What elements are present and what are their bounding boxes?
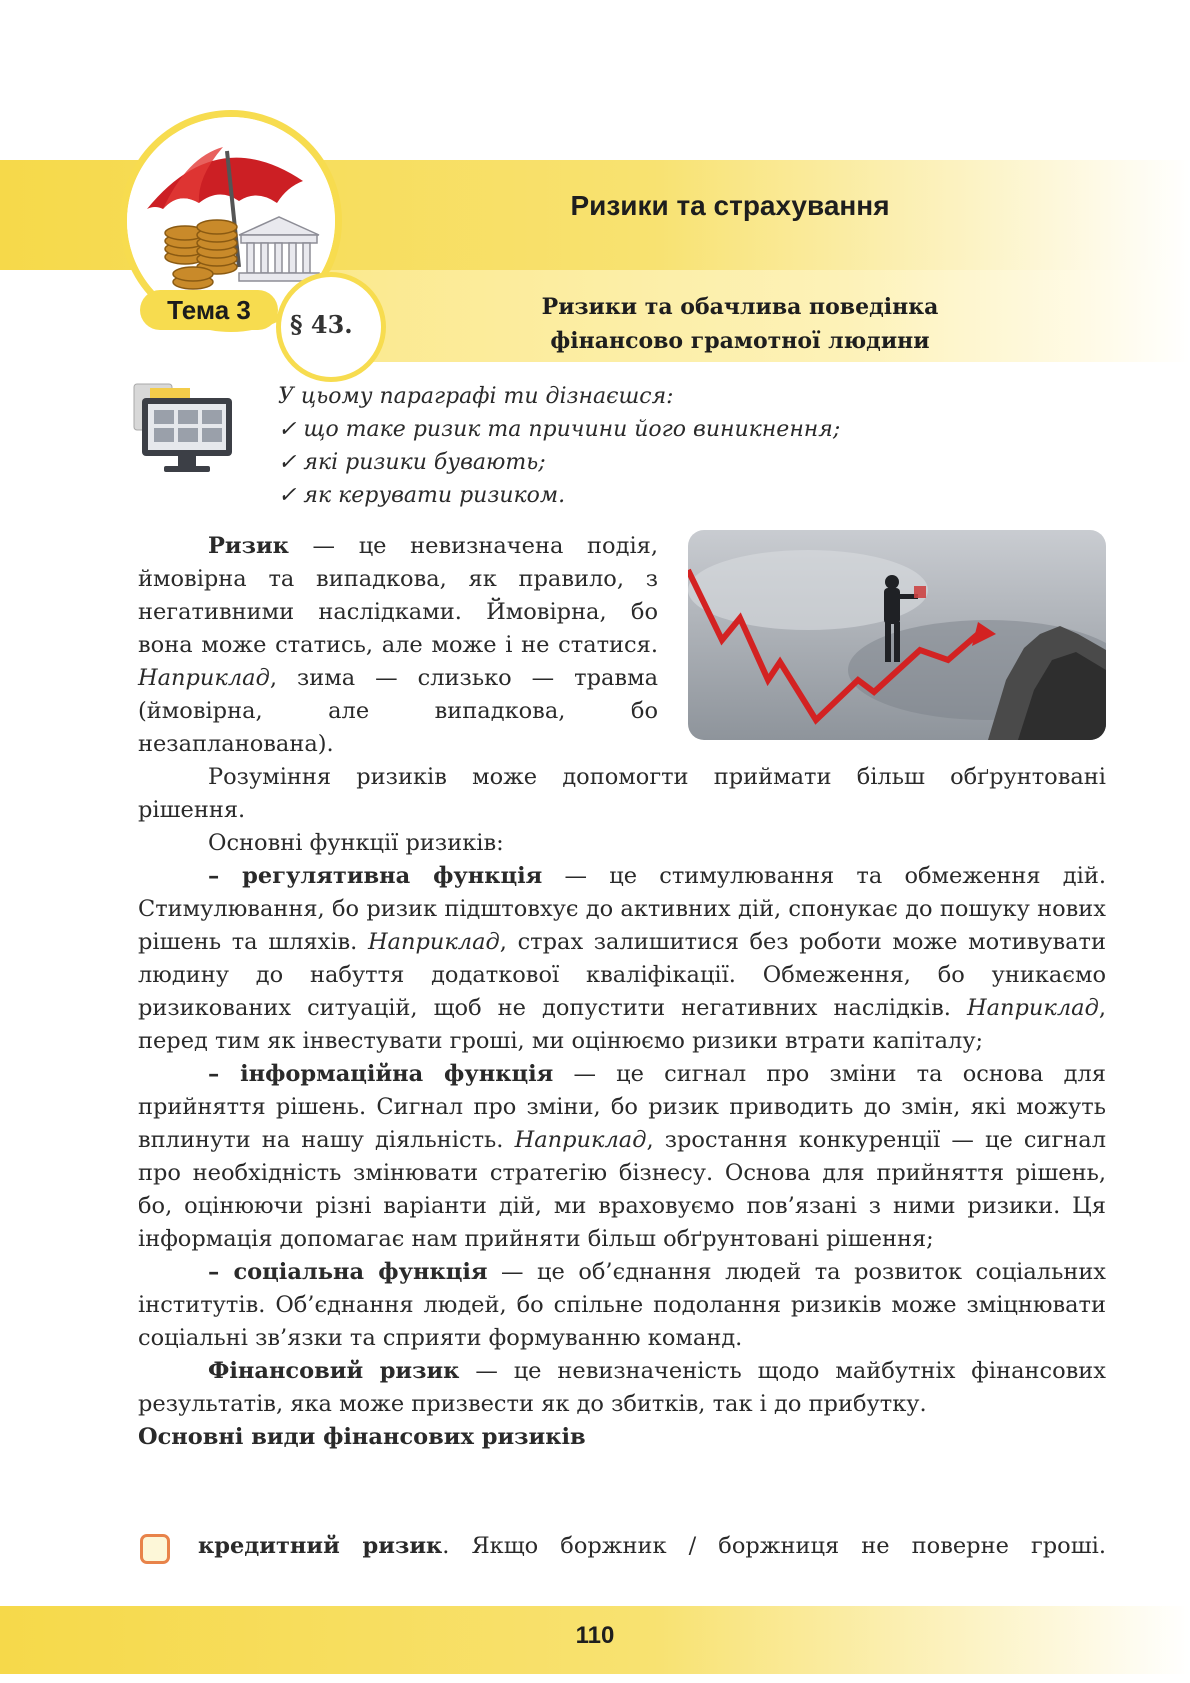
example-label: Наприклад: [966, 995, 1099, 1021]
chapter-title: Ризики та страхування: [570, 190, 890, 221]
bullet-box-icon: [140, 1534, 170, 1564]
term-informational: – інформаційна функція: [208, 1061, 554, 1087]
risk-definition: [138, 530, 658, 761]
financial-risk-definition: [138, 1355, 1106, 1421]
example-label: Наприклад: [514, 1127, 647, 1153]
term-credit-risk: кредитний ризик: [198, 1533, 443, 1559]
text-span: , перед тим як інвестувати гроші, ми оцінюємо ризики втрати капіталу;: [138, 995, 1106, 1054]
function-regulative: [138, 860, 1106, 1058]
paragraph: Основні функції ризиків:: [208, 830, 504, 856]
text-span: — це об’єднання людей та розвиток соціальних інститутів. Об’єднання людей, бо спільне подолання ризиків може зміцнювати соціальні зв’язки та сприяти формуванню команд.: [138, 1259, 1106, 1351]
term-risk: Ризик: [208, 533, 289, 559]
main-text: [138, 530, 1106, 1454]
example-label: Наприклад: [367, 929, 500, 955]
function-informational: [138, 1058, 1106, 1256]
section-number: § 43.: [290, 310, 353, 339]
text-span: — це невизначена подія, ймовірна та випадкова, як правило, з негативними наслідками. Ймовірна, бо вона може статись, але може і не статися.: [138, 533, 658, 658]
term-social: – соціальна функція: [208, 1259, 488, 1285]
text-span: — це стимулювання та обмеження дій. Стимулювання, бо ризик підштовхує до активних дій, спонукає до пошуку нових рішень та шляхів.: [138, 863, 1106, 955]
term-regulative: – регулятивна функція: [208, 863, 543, 889]
text-span: , страх залишитися без роботи може мотивувати людину до набуття додаткової кваліфікації. Обмеження, бо уникаємо ризикованих ситуацій, щоб не допустити негативних наслідків.: [138, 929, 1106, 1021]
text-span: , зима — слизько — травма (ймовірна, але випадкова, бо незапланована).: [138, 665, 658, 757]
paragraph: Розуміння ризиків може допомогти приймати більш обґрунтовані рішення.: [138, 764, 1106, 823]
example-label: Наприклад: [138, 665, 270, 691]
function-social: [138, 1256, 1106, 1355]
term-financial-risk: Фінансовий ризик: [208, 1358, 460, 1384]
text-span: . Якщо боржник / боржниця не поверне гроші.: [442, 1533, 1106, 1559]
topic-label: Тема 3: [140, 290, 278, 330]
section-title: [440, 290, 1040, 358]
goal-item: ✓ як керувати ризиком.: [278, 483, 566, 508]
text-span: , зростання конкуренції — це сигнал про необхідність змінювати стратегію бізнесу. Основа для прийняття рішень, бо, оцінюючи різні варіанти дій, ми враховуємо пов’язані з ними ризики. Ця інформація допомагає нам прийняти більш обґрунтовані рішення;: [138, 1127, 1107, 1252]
learning-goals: [278, 380, 1038, 512]
text-span: — це сигнал про зміни та основа для прийняття рішень. Сигнал про зміни, бо ризик приводить до змін, які можуть вплинути на нашу діяльність.: [138, 1061, 1106, 1153]
subheading: Основні види фінансових ризиків: [138, 1424, 586, 1450]
section-title-line1: Ризики та обачлива поведінка: [541, 294, 939, 320]
text-span: — це невизначеність щодо майбутніх фінансових результатів, яка може призвести як до збитків, так і до прибутку.: [138, 1358, 1106, 1417]
monitor-folder-icon: [130, 380, 240, 480]
credit-risk-line: [198, 1530, 1106, 1563]
goals-lead: У цьому параграфі ти дізнаєшся:: [278, 384, 674, 409]
section-title-line2: фінансово грамотної людини: [550, 328, 930, 354]
goal-item: ✓ які ризики бувають;: [278, 450, 546, 475]
goal-item: ✓ що таке ризик та причини його виникнення;: [278, 417, 841, 442]
page-number: 110: [575, 1622, 615, 1649]
